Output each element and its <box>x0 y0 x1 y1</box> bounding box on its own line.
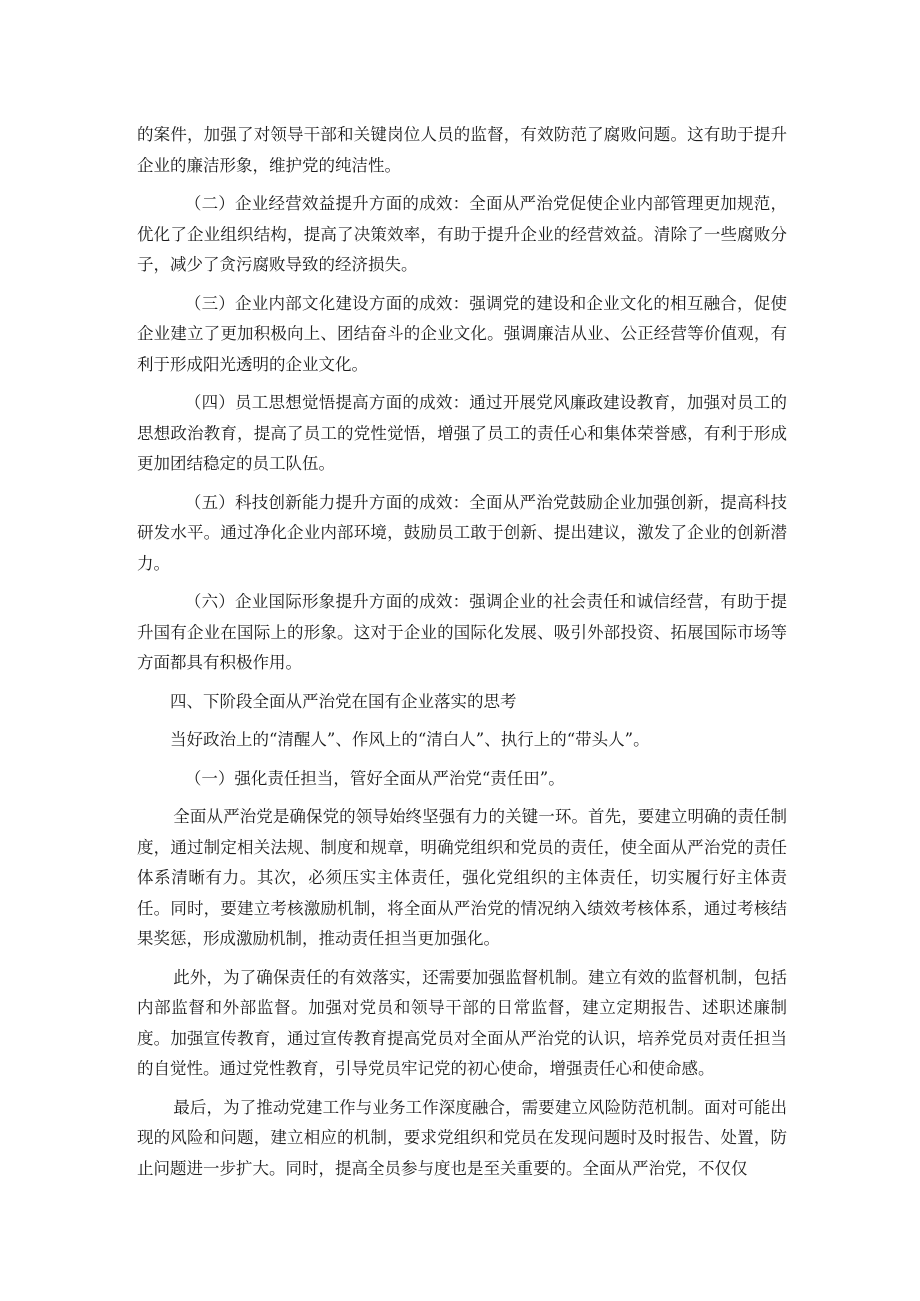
paragraph-continuation: 的案件，加强了对领导干部和关键岗位人员的监督，有效防范了腐败问题。这有助于提升企业的廉洁形象，维护党的纯洁性。 <box>137 125 787 175</box>
paragraph-achievement-2: （二）企业经营效益提升方面的成效：全面从严治党促使企业内部管理更加规范，优化了企业组织结构，提高了决策效率，有助于提升企业的经营效益。清除了一些腐败分子，减少了贪污腐败导致的经济损失。 <box>137 194 787 274</box>
paragraph-achievement-5: （五）科技创新能力提升方面的成效：全面从严治党鼓励企业加强创新，提高科技研发水平。通过净化企业内部环境，鼓励员工敢于创新、提出建议，激发了企业的创新潜力。 <box>137 492 787 573</box>
paragraph-body-2: 此外，为了确保责任的有效落实，还需要加强监督机制。建立有效的监督机制，包括内部监督和外部监督。加强对党员和领导干部的日常监督，建立定期报告、述职述廉制度。加强宣传教育，通过宣传教育提高党员对全面从严治党的认识，培养党员对责任担当的自觉性。通过党性教育，引导党员牢记党的初心使命，增强责任心和使命感。 <box>137 967 787 1078</box>
paragraph-body-1: 全面从严治党是确保党的领导始终坚强有力的关键一环。首先，要建立明确的责任制度，通过制定相关法规、制度和规章，明确党组织和党员的责任，使全面从严治党的责任体系清晰有力。其次，必须压实主体责任，强化党组织的主体责任，切实履行好主体责任。同时，要建立考核激励机制，将全面从严治党的情况纳入绩效考核体系，通过考核结果奖惩，形成激励机制，推动责任担当更加强化。 <box>137 807 787 948</box>
subsection-heading-1: （一）强化责任担当，管好全面从严治党“责任田”。 <box>184 768 565 788</box>
paragraph-achievement-6: （六）企业国际形象提升方面的成效：强调企业的社会责任和诚信经营，有助于提升国有企业在国际上的形象。这对于企业的国际化发展、吸引外部投资、拓展国际市场等方面都具有积极作用。 <box>137 592 787 672</box>
section-summary-line: 当好政治上的“清醒人”、作风上的“清白人”、执行上的“带头人”。 <box>170 730 650 749</box>
section-heading-4: 四、下阶段全面从严治党在国有企业落实的思考 <box>170 691 517 711</box>
paragraph-body-3: 最后，为了推动党建工作与业务工作深度融合，需要建立风险防范机制。面对可能出现的风险和问题，建立相应的机制，要求党组织和党员在发现问题时及时报告、处置，防止问题进一步扩大。同时，提高全员参与度也是至关重要的。全面从严治党，不仅仅 <box>137 1097 787 1178</box>
document-page <box>137 120 787 1192</box>
paragraph-achievement-4: （四）员工思想觉悟提高方面的成效：通过开展党风廉政建设教育，加强对员工的思想政治教育，提高了员工的党性觉悟，增强了员工的责任心和集体荣誉感，有利于形成更加团结稳定的员工队伍。 <box>137 393 787 473</box>
paragraph-achievement-3: （三）企业内部文化建设方面的成效：强调党的建设和企业文化的相互融合，促使企业建立了更加积极向上、团结奋斗的企业文化。强调廉洁从业、公正经营等价值观，有利于形成阳光透明的企业文化。 <box>137 293 787 374</box>
